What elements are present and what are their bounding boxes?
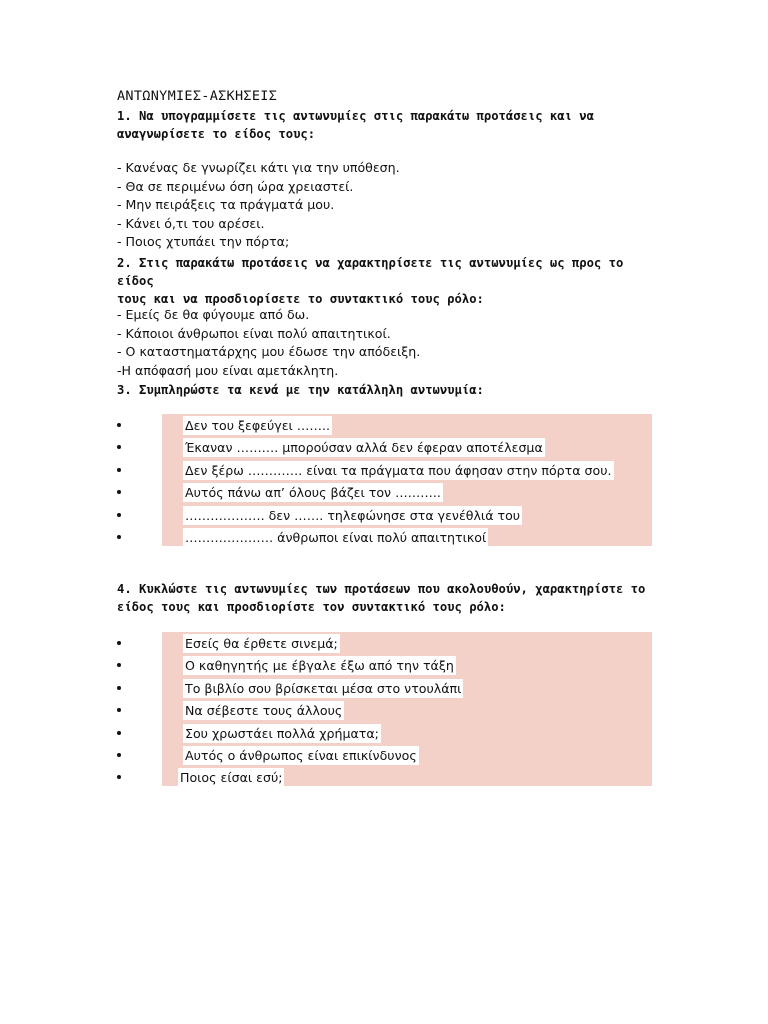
fill-in-sentence: Έκαναν ………. μπορούσαν αλλά δεν έφεραν αποτέλεσμα [185, 440, 543, 456]
exercise-3-heading-text: 3. Συμπληρώστε τα κενά με την κατάλληλη αντωνυμία: [117, 383, 484, 397]
exercise-1-heading [117, 107, 657, 143]
sentence: Εσείς θα έρθετε σινεμά; [185, 636, 338, 651]
list-item: -Η απόφασή μου είναι αμετάκλητη. [117, 362, 339, 378]
sentence: Ποιος είσαι εσύ; [180, 770, 283, 786]
sentence: Το βιβλίο σου βρίσκεται μέσα στο ντουλάπι [185, 680, 462, 696]
bullet-icon [117, 513, 121, 517]
exercise-2-heading-line-1: 2. Στις παρακάτω προτάσεις να χαρακτηρίσετε τις αντωνυμίες ως προς το είδος [117, 256, 624, 288]
list-item: - Θα σε περιμένω όση ώρα χρειαστεί. [117, 178, 354, 194]
bullet-icon [117, 731, 121, 735]
bullet-icon [117, 686, 121, 690]
bullet-icon [117, 753, 121, 757]
exercise-3-heading [117, 381, 657, 399]
bullet-icon [117, 423, 121, 427]
fill-in-sentence: ………………. δεν ……. τηλεφώνησε στα γενέθλιά του [185, 507, 521, 523]
list-item: - Κάνει ό,τι του αρέσει. [117, 215, 265, 231]
exercise-2-heading-line-2: τους και να προσδιορίσετε το συντακτικό τους ρόλο: [117, 292, 484, 306]
fill-in-sentence: Αυτός πάνω απ’ όλους βάζει τον ……….. [185, 485, 441, 501]
exercise-4-heading [117, 580, 657, 616]
bullet-icon [117, 663, 121, 667]
sentence: Σου χρωστάει πολλά χρήματα; [185, 725, 379, 741]
bullet-icon [117, 468, 121, 472]
bullet-icon [117, 490, 121, 494]
bullet-icon [117, 641, 121, 645]
list-item: - Κανένας δε γνωρίζει κάτι για την υπόθεση. [117, 160, 400, 175]
exercise-4-heading-line-2: είδος τους και προσδιορίστε τον συντακτικό τους ρόλο: [117, 600, 506, 614]
sentence: Αυτός ο άνθρωπος είναι επικίνδυνος [185, 747, 417, 763]
fill-in-sentence: ………………… άνθρωποι είναι πολύ απαιτητικοί [185, 529, 487, 545]
bullet-icon [117, 775, 121, 779]
page-title: ΑΝΤΩΝΥΜΙΕΣ-ΑΣΚΗΣΕΙΣ [117, 88, 278, 104]
exercise-2-heading [117, 254, 657, 308]
list-item: - Ποιος χτυπάει την πόρτα; [117, 234, 290, 250]
sentence: Ο καθηγητής με έβγαλε έξω από την τάξη [185, 658, 454, 674]
fill-in-sentence: Δεν ξέρω …………. είναι τα πράγματα που άφησαν στην πόρτα σου. [185, 462, 612, 478]
list-item: - Μην πειράξεις τα πράγματά μου. [117, 197, 335, 213]
list-item: - Κάποιοι άνθρωποι είναι πολύ απαιτητικοί. [117, 325, 391, 341]
sentence: Να σέβεστε τους άλλους [185, 703, 343, 719]
bullet-icon [117, 535, 121, 539]
exercise-2-list [117, 306, 420, 380]
list-item: - Εμείς δε θα φύγουμε από δω. [117, 307, 310, 322]
exercise-1-heading-line-1: 1. Να υπογραμμίσετε τις αντωνυμίες στις παρακάτω προτάσεις και να [117, 109, 594, 123]
exercise-1-heading-line-2: αναγνωρίσετε το είδος τους: [117, 127, 316, 141]
list-item: - Ο καταστηματάρχης μου έδωσε την απόδειξη. [117, 344, 421, 360]
exercise-1-list [117, 159, 400, 252]
bullet-icon [117, 445, 121, 449]
fill-in-sentence: Δεν του ξεφεύγει …….. [185, 418, 330, 433]
bullet-icon [117, 708, 121, 712]
exercise-4-heading-line-1: 4. Κυκλώστε τις αντωνυμίες των προτάσεων που ακολουθούν, χαρακτηρίστε το [117, 582, 646, 596]
